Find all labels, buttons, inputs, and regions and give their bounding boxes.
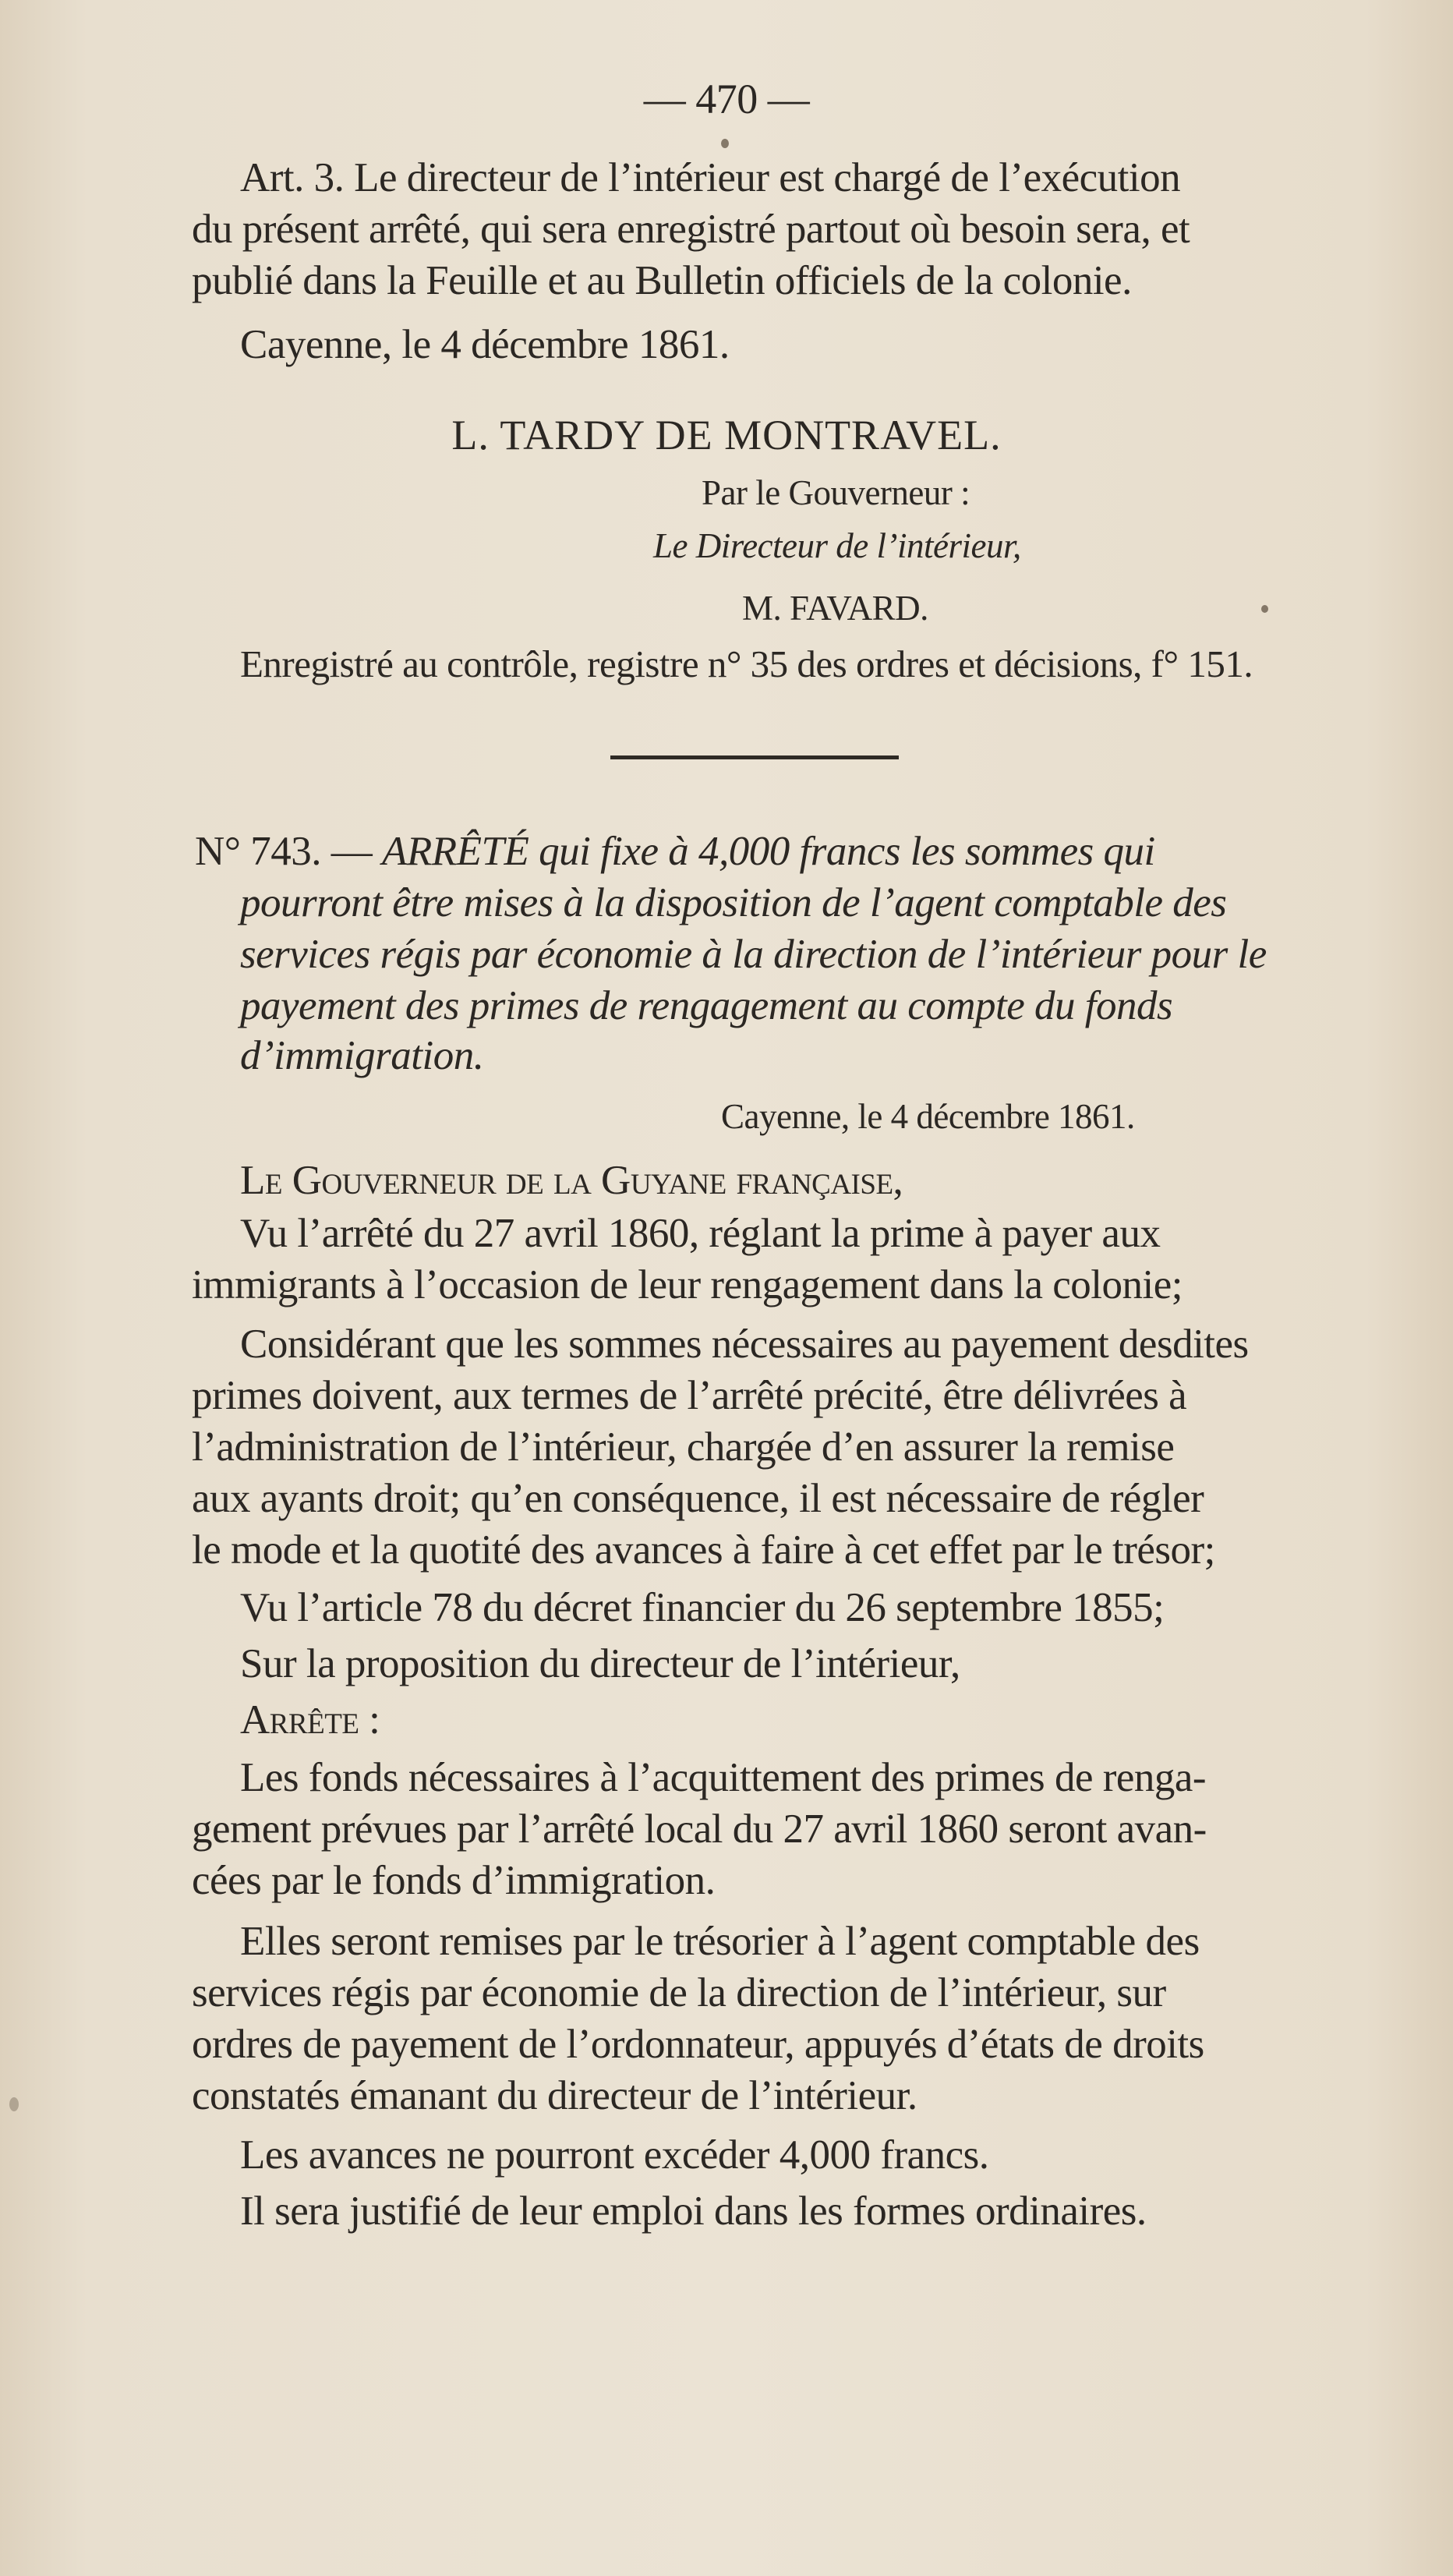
body-line-10: Sur la proposition du directeur de l’intérieur, <box>240 1641 960 1686</box>
ink-speck <box>1261 605 1268 613</box>
body-line-17: ordres de payement de l’ordonnateur, appuyés d’états de droits <box>192 2022 1204 2067</box>
body-line-9: Vu l’article 78 du décret financier du 26 septembre 1855; <box>240 1585 1165 1630</box>
body-line-2: Vu l’arrêté du 27 avril 1860, réglant la prime à payer aux <box>240 1211 1161 1256</box>
signature-par: Par le Gouverneur : <box>702 473 970 512</box>
arrete-title-3: services régis par économie à la direction de l’intérieur pour le <box>240 932 1267 977</box>
art3-line-3: publié dans la Feuille et au Bulletin officiels de la colonie. <box>192 258 1132 303</box>
registration-line: Enregistré au contrôle, registre n° 35 des ordres et décisions, f° 151. <box>240 642 1253 685</box>
governor-signature: L. TARDY DE MONTRAVEL. <box>451 412 1002 458</box>
body-line-15: Elles seront remises par le trésorier à l’agent comptable des <box>240 1919 1200 1964</box>
body-line-12: Les fonds nécessaires à l’acquittement des primes de renga- <box>240 1755 1207 1800</box>
body-line-19: Les avances ne pourront excéder 4,000 francs. <box>240 2132 989 2178</box>
body-line-6: l’administration de l’intérieur, chargée d’en assurer la remise <box>192 1424 1175 1470</box>
body-line-14: cées par le fonds d’immigration. <box>192 1858 716 1903</box>
art3-line-1: Art. 3. Le directeur de l’intérieur est chargé de l’exécution <box>240 155 1181 200</box>
page-number: — 470 — <box>643 76 810 122</box>
body-line-1: Le Gouverneur de la Guyane française, <box>240 1158 903 1203</box>
arrete-number: N° 743. — <box>195 829 373 874</box>
body-line-3: immigrants à l’occasion de leur rengagement dans la colonie; <box>192 1262 1183 1307</box>
art3-line-2: du présent arrêté, qui sera enregistré partout où besoin sera, et <box>192 207 1190 252</box>
body-line-18: constatés émanant du directeur de l’intérieur. <box>192 2073 917 2118</box>
arrete-date: Cayenne, le 4 décembre 1861. <box>721 1097 1135 1136</box>
ink-speck <box>721 139 729 148</box>
body-line-arrete: Arrête : <box>240 1697 380 1743</box>
body-line-16: services régis par économie de la direction de l’intérieur, sur <box>192 1970 1166 2015</box>
art3-date: Cayenne, le 4 décembre 1861. <box>240 322 730 367</box>
body-line-4: Considérant que les sommes nécessaires au payement desdites <box>240 1322 1249 1367</box>
ink-speck <box>9 2097 19 2111</box>
arrete-title-2: pourront être mises à la disposition de l’agent comptable des <box>240 880 1227 925</box>
body-line-20: Il sera justifié de leur emploi dans les formes ordinaires. <box>240 2189 1147 2234</box>
body-line-7: aux ayants droit; qu’en conséquence, il est nécessaire de régler <box>192 1476 1204 1521</box>
signature-signer: M. FAVARD. <box>742 589 928 628</box>
body-line-8: le mode et la quotité des avances à faire à cet effet par le trésor; <box>192 1527 1215 1573</box>
signature-role: Le Directeur de l’intérieur, <box>653 526 1021 565</box>
arrete-title-1: ARRÊTÉ qui fixe à 4,000 francs les sommes qui <box>381 829 1155 874</box>
section-divider <box>610 755 899 759</box>
body-line-5: primes doivent, aux termes de l’arrêté précité, être délivrées à <box>192 1373 1187 1418</box>
arrete-heading-line-1 <box>195 826 1155 876</box>
arrete-title-5: d’immigration. <box>240 1033 484 1078</box>
arrete-title-4: payement des primes de rengagement au compte du fonds <box>240 983 1173 1028</box>
body-line-13: gement prévues par l’arrêté local du 27 avril 1860 seront avan- <box>192 1806 1207 1852</box>
